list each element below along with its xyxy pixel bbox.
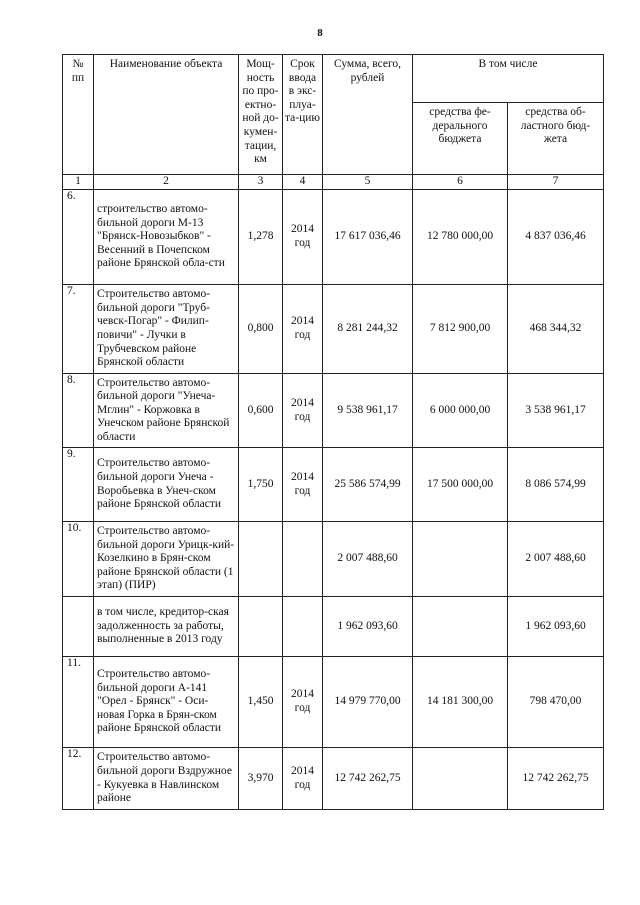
header-name: Наименование объекта: [94, 55, 239, 175]
sum-value: 1 962 093,60: [323, 597, 413, 657]
term-value: 2014 год: [283, 448, 323, 522]
federal-value: [413, 748, 508, 810]
sum-value: 8 281 244,32: [323, 285, 413, 374]
object-name: Строительство автомо-бильной дороги Урицк-кий-Козелкино в Брян-ском районе Брянской области (1 этап) (ПИР): [94, 522, 239, 597]
row-number: 6.: [63, 190, 94, 285]
regional-value: 1 962 093,60: [508, 597, 604, 657]
column-index-row: [63, 175, 604, 190]
page-number: 8: [317, 27, 323, 39]
term-value: 2014 год: [283, 190, 323, 285]
regional-value: 468 344,32: [508, 285, 604, 374]
table-row: [63, 374, 604, 448]
sum-value: 9 538 961,17: [323, 374, 413, 448]
regional-value: 798 470,00: [508, 657, 604, 748]
object-name: Строительство автомо-бильной дороги "Труб-чевск-Погар" - Филип-повичи" - Лучки в Трубчевском районе Брянской области: [94, 285, 239, 374]
row-number: [63, 597, 94, 657]
header-term: Срок ввода в экс-плуа-та-цию: [283, 55, 323, 175]
object-name: Строительство автомо-бильной дороги А-141 "Орел - Брянск" - Оси-новая Горка в Брян-ском районе Брянской области: [94, 657, 239, 748]
federal-value: 7 812 900,00: [413, 285, 508, 374]
column-index: 6: [413, 175, 508, 190]
term-value: 2014 год: [283, 374, 323, 448]
object-name: Строительство автомо-бильной дороги "Унеча-Мглин" - Коржовка в Унечском районе Брянской области: [94, 374, 239, 448]
column-index: 5: [323, 175, 413, 190]
column-index: 4: [283, 175, 323, 190]
row-number: 11.: [63, 657, 94, 748]
table-row: [63, 657, 604, 748]
regional-value: 12 742 262,75: [508, 748, 604, 810]
term-value: 2014 год: [283, 748, 323, 810]
capacity-value: [239, 597, 283, 657]
regional-value: 8 086 574,99: [508, 448, 604, 522]
table-row: [63, 597, 604, 657]
object-name: Строительство автомо-бильной дороги Унеча - Воробьевка в Унеч-ском районе Брянской области: [94, 448, 239, 522]
header-including: В том числе: [413, 55, 604, 103]
table-row: [63, 748, 604, 810]
column-index: 1: [63, 175, 94, 190]
regional-value: 3 538 961,17: [508, 374, 604, 448]
row-number: 9.: [63, 448, 94, 522]
object-name: строительство автомо-бильной дороги М-13 "Брянск-Новозыбков" - Весенний в Почепском районе Брянской обла-сти: [94, 190, 239, 285]
row-number: 10.: [63, 522, 94, 597]
header-federal: средства фе-дерального бюджета: [413, 103, 508, 175]
sum-value: 12 742 262,75: [323, 748, 413, 810]
sum-value: 17 617 036,46: [323, 190, 413, 285]
federal-value: [413, 597, 508, 657]
table-row: [63, 285, 604, 374]
sum-value: 14 979 770,00: [323, 657, 413, 748]
column-index: 7: [508, 175, 604, 190]
capacity-value: 0,600: [239, 374, 283, 448]
sum-value: 25 586 574,99: [323, 448, 413, 522]
header-regional: средства об-ластного бюд-жета: [508, 103, 604, 175]
sum-value: 2 007 488,60: [323, 522, 413, 597]
header-sum: Сумма, всего, рублей: [323, 55, 413, 175]
table-row: [63, 190, 604, 285]
term-value: 2014 год: [283, 285, 323, 374]
capacity-value: 1,450: [239, 657, 283, 748]
federal-value: 12 780 000,00: [413, 190, 508, 285]
table-row: [63, 448, 604, 522]
object-name: в том числе, кредитор-ская задолженность за работы, выполненные в 2013 году: [94, 597, 239, 657]
capacity-value: 1,278: [239, 190, 283, 285]
object-name: Строительство автомо-бильной дороги Вздружное - Кукуевка в Навлинском районе: [94, 748, 239, 810]
column-index: 2: [94, 175, 239, 190]
column-index: 3: [239, 175, 283, 190]
header-capacity: Мощ-ность по про-ектно-ной до-кумен-тации, км: [239, 55, 283, 175]
regional-value: 2 007 488,60: [508, 522, 604, 597]
federal-value: [413, 522, 508, 597]
federal-value: 6 000 000,00: [413, 374, 508, 448]
header-row: [63, 55, 604, 103]
objects-table: [62, 54, 604, 810]
capacity-value: 0,800: [239, 285, 283, 374]
table-row: [63, 522, 604, 597]
header-num: № пп: [63, 55, 94, 175]
federal-value: 14 181 300,00: [413, 657, 508, 748]
row-number: 12.: [63, 748, 94, 810]
capacity-value: 1,750: [239, 448, 283, 522]
term-value: 2014 год: [283, 657, 323, 748]
term-value: [283, 522, 323, 597]
regional-value: 4 837 036,46: [508, 190, 604, 285]
row-number: 8.: [63, 374, 94, 448]
row-number: 7.: [63, 285, 94, 374]
federal-value: 17 500 000,00: [413, 448, 508, 522]
capacity-value: [239, 522, 283, 597]
capacity-value: 3,970: [239, 748, 283, 810]
term-value: [283, 597, 323, 657]
